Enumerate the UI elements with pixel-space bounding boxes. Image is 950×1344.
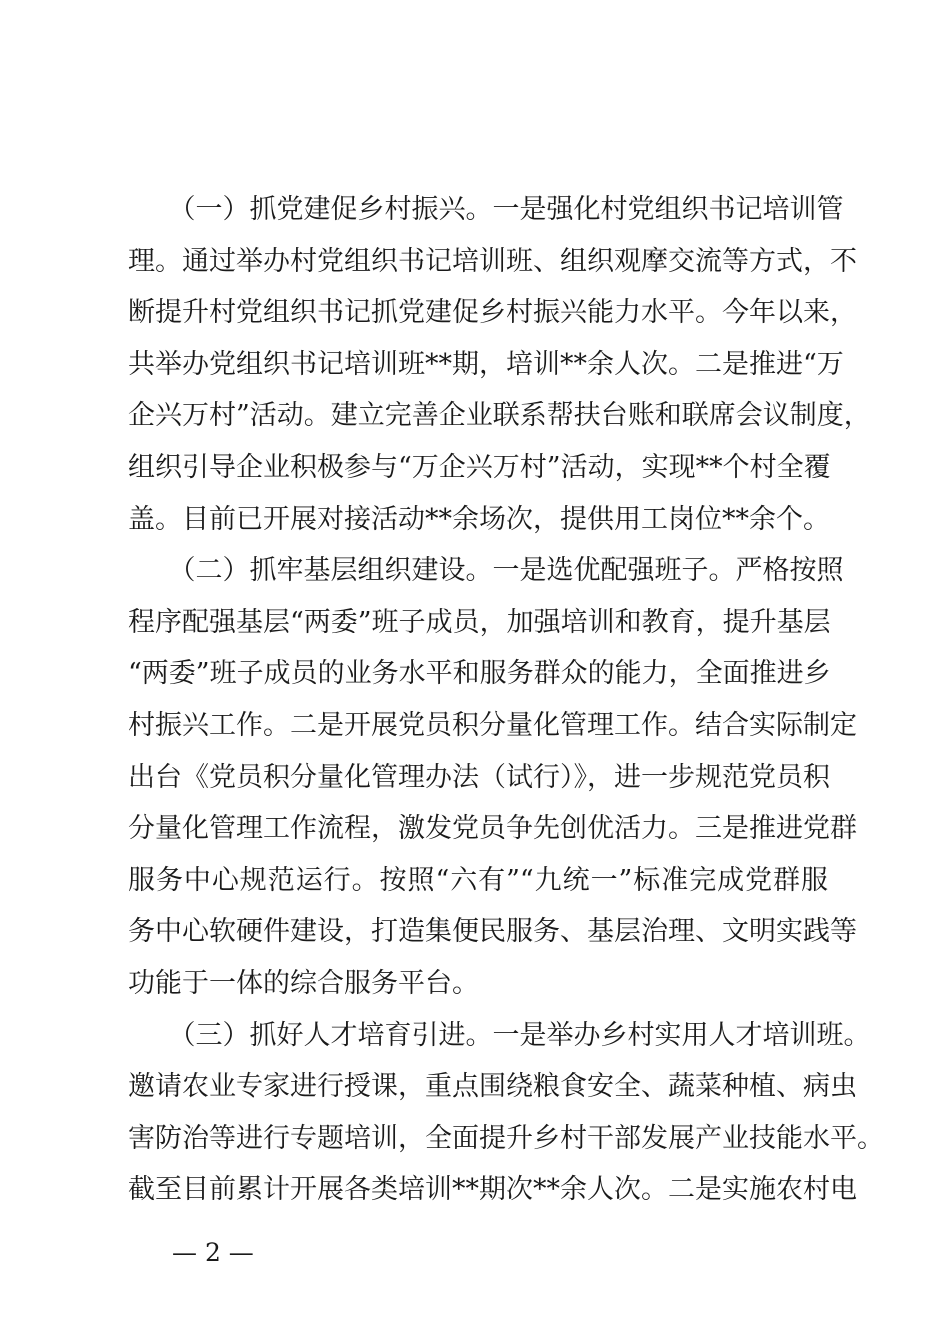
text-line: 组织引导企业积极参与“万企兴万村”活动，实现**个村全覆 bbox=[128, 451, 831, 483]
text-line: 分量化管理工作流程，激发党员争先创优活力。三是推进党群 bbox=[128, 813, 857, 845]
text-line: 企兴万村”活动。建立完善企业联系帮扶台账和联席会议制度， bbox=[128, 400, 871, 432]
text-line: 村振兴工作。二是开展党员积分量化管理工作。结合实际制定 bbox=[128, 709, 857, 741]
text-line: 邀请农业专家进行授课，重点围绕粮食安全、蔬菜种植、病虫 bbox=[128, 1071, 857, 1103]
text-line: 共举办党组织书记培训班**期，培训**余人次。二是推进“万 bbox=[128, 348, 844, 380]
text-line: 断提升村党组织书记抓党建促乡村振兴能力水平。今年以来， bbox=[128, 297, 857, 329]
document-body bbox=[128, 184, 884, 1216]
text-line: （二）抓牢基层组织建设。一是选优配强班子。严格按照 bbox=[128, 555, 844, 587]
text-line: （一）抓党建促乡村振兴。一是强化村党组织书记培训管 bbox=[128, 194, 844, 225]
paragraph-2 bbox=[128, 545, 857, 1009]
text-line: 程序配强基层“两委”班子成员，加强培训和教育，提升基层 bbox=[128, 606, 831, 638]
text-line: 盖。目前已开展对接活动**余场次，提供用工岗位**余个。 bbox=[128, 503, 830, 535]
text-line: 理。通过举办村党组织书记培训班、组织观摩交流等方式，不 bbox=[128, 245, 857, 277]
text-line: 务中心软硬件建设，打造集便民服务、基层治理、文明实践等 bbox=[128, 916, 857, 948]
text-line: “两委”班子成员的业务水平和服务群众的能力，全面推进乡 bbox=[128, 658, 831, 690]
text-line: 出台《党员积分量化管理办法（试行）》，进一步规范党员积 bbox=[128, 761, 830, 793]
paragraph-3 bbox=[128, 1010, 884, 1216]
text-line: 服务中心规范运行。按照“六有”“九统一”标准完成党群服 bbox=[128, 864, 828, 896]
text-line: 功能于一体的综合服务平台。 bbox=[128, 967, 479, 999]
text-line: （三）抓好人才培育引进。一是举办乡村实用人才培训班。 bbox=[128, 1019, 871, 1051]
text-line: 害防治等进行专题培训，全面提升乡村干部发展产业技能水平。 bbox=[128, 1122, 884, 1154]
text-line: 截至目前累计开展各类培训**期次**余人次。二是实施农村电 bbox=[128, 1174, 857, 1206]
page-number: — 2 — bbox=[172, 1238, 254, 1267]
paragraph-1 bbox=[128, 184, 871, 545]
